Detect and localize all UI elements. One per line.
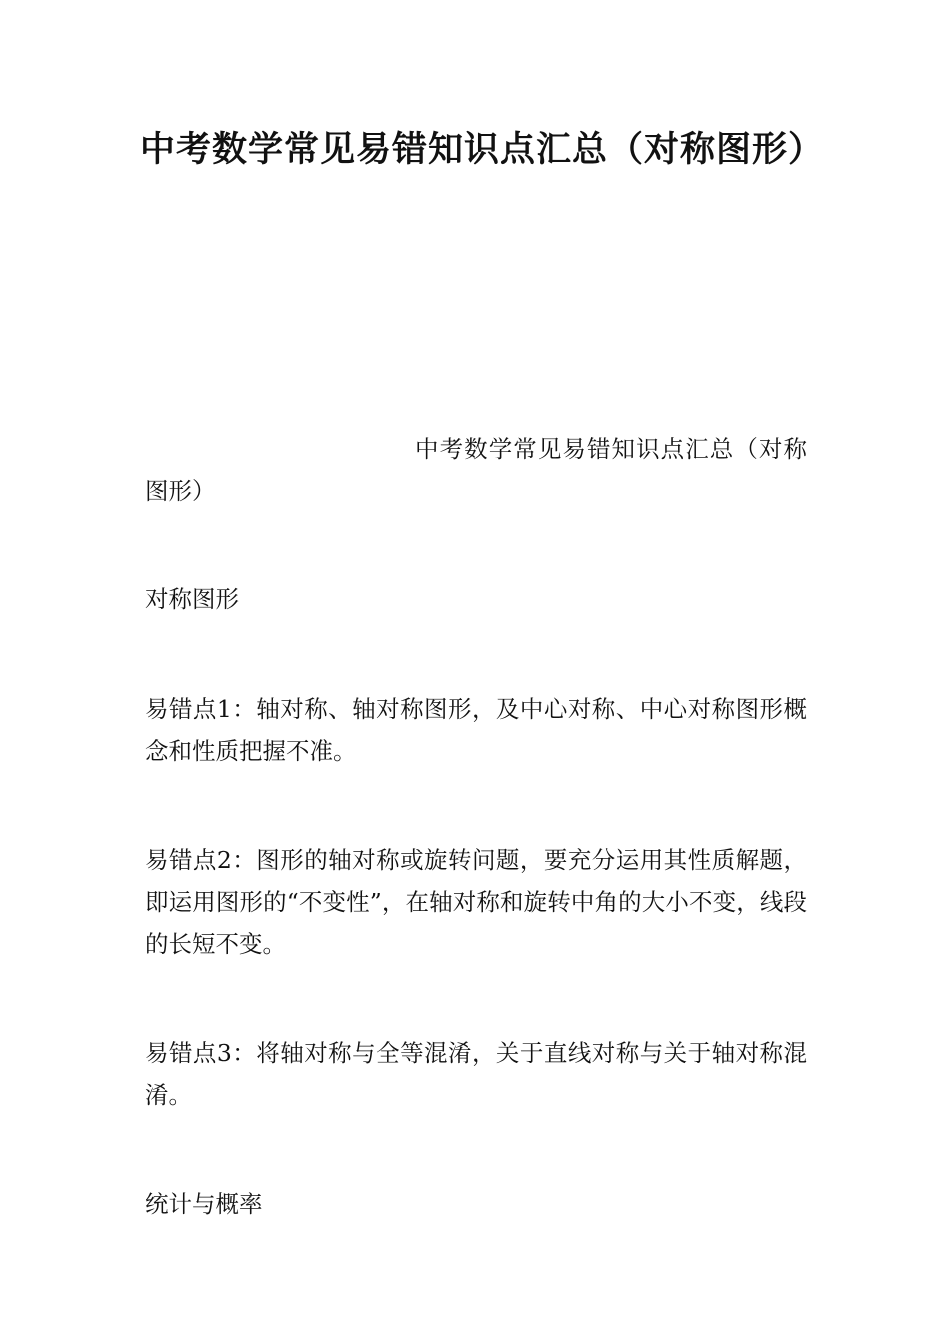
section-heading-symmetric-figures: 对称图形 [145, 585, 239, 613]
document-subtitle: 中考数学常见易错知识点汇总（对称图形） [145, 435, 807, 505]
document-body [145, 428, 807, 1225]
section-heading-statistics-probability: 统计与概率 [145, 1190, 263, 1218]
document-title: 中考数学常见易错知识点汇总（对称图形） [140, 130, 825, 170]
error-point-3: 易错点3：将轴对称与全等混淆，关于直线对称与关于轴对称混淆。 [145, 1039, 807, 1109]
error-point-1: 易错点1：轴对称、轴对称图形，及中心对称、中心对称图形概念和性质把握不准。 [145, 695, 807, 765]
error-point-2: 易错点2：图形的轴对称或旋转问题，要充分运用其性质解题，即运用图形的“不变性”，在轴对称和旋转中角的大小不变，线段的长短不变。 [145, 846, 807, 958]
